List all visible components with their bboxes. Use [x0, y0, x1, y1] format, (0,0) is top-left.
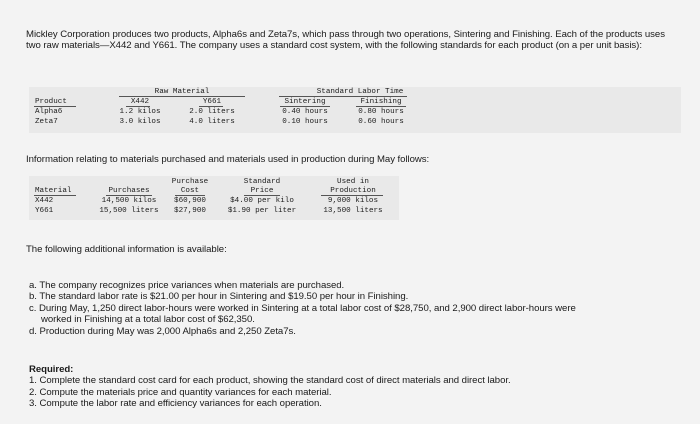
- additional-item: a. The company recognizes price variances when materials are purchased.: [29, 280, 345, 291]
- additional-item: d. Production during May was 2,000 Alpha6s and 2,250 Zeta7s.: [29, 325, 296, 337]
- column-header-sintering: Sintering: [284, 98, 326, 106]
- row-price: $4.00 per kilo: [230, 197, 294, 205]
- header-material: Material: [35, 187, 72, 195]
- header-underline-y661: [199, 106, 223, 107]
- raw-material-underline: [119, 96, 245, 97]
- intro-paragraph: Mickley Corporation produces two products, Alpha6s and Zeta7s, which pass through two operations, Sintering and Finishing. Each of the products uses two raw materials—X442 and Y661. The company uses a standard cost system, with the following standards for each product (on a per unit basis):: [26, 29, 665, 52]
- row-used: 9,000 kilos: [327, 197, 379, 205]
- row-purchases: 15,500 liters: [99, 207, 159, 215]
- row-purchases: 14,500 kilos: [101, 197, 157, 205]
- column-header-y661: Y661: [202, 98, 222, 106]
- row-y661: 2.0 liters: [189, 108, 235, 116]
- row-finishing: 0.80 hours: [358, 108, 404, 116]
- required-item: 3. Compute the labor rate and efficiency variances for each operation.: [29, 398, 322, 410]
- header-used-top: Used in: [337, 178, 369, 186]
- row-cost: $27,900: [174, 207, 206, 215]
- header-standard-top: Standard: [243, 178, 281, 186]
- additional-heading: The following additional information is available:: [26, 244, 227, 255]
- column-header-product: Product: [35, 98, 67, 106]
- info-heading: Information relating to materials purchased and materials used in production during May follows:: [26, 154, 430, 165]
- raw-material-group-header: Raw Material: [154, 88, 210, 96]
- additional-info-list: [29, 280, 679, 337]
- header-purchase-top: Purchase: [171, 178, 209, 186]
- required-section: [29, 364, 679, 410]
- row-cost: $60,900: [174, 197, 206, 205]
- row-y661: 4.0 liters: [189, 118, 235, 126]
- row-sintering: 0.10 hours: [282, 118, 328, 126]
- required-item: 2. Compute the materials price and quantity variances for each material.: [29, 386, 332, 398]
- row-x442: 3.0 kilos: [119, 118, 161, 126]
- header-underline-price: [244, 195, 280, 196]
- row-price: $1.90 per liter: [227, 207, 297, 215]
- row-used: 13,500 liters: [323, 207, 383, 215]
- row-material: X442: [35, 197, 54, 205]
- required-item: 1. Complete the standard cost card for each product, showing the standard cost of direct materials and direct labor.: [29, 375, 511, 387]
- header-underline-product: [34, 106, 76, 107]
- header-underline-x442: [126, 106, 150, 107]
- labor-time-group-header: Standard Labor Time: [316, 88, 404, 96]
- column-header-x442: X442: [130, 98, 150, 106]
- row-material: Y661: [35, 207, 54, 215]
- header-purchase-bottom: Cost: [180, 187, 200, 195]
- labor-time-underline: [279, 96, 407, 97]
- row-finishing: 0.60 hours: [358, 118, 404, 126]
- header-underline-material: [34, 195, 76, 196]
- header-underline-sintering: [280, 106, 330, 107]
- row-x442: 1.2 kilos: [119, 108, 161, 116]
- required-title: Required:: [29, 364, 74, 375]
- additional-item: c. During May, 1,250 direct labor-hours were worked in Sintering at a total labor cost of $28,750, and 2,900 direct labor-hours were: [29, 302, 576, 314]
- row-product: Zeta7: [35, 118, 58, 126]
- additional-item: b. The standard labor rate is $21.00 per hour in Sintering and $19.50 per hour in Finishing.: [29, 291, 409, 303]
- row-product: Alpha6: [35, 108, 63, 116]
- header-purchases: Purchases: [108, 187, 150, 195]
- header-used-bottom: Production: [330, 187, 376, 195]
- header-underline-purchases: [106, 195, 152, 196]
- additional-item: worked in Finishing at a total labor cost of $62,350.: [41, 314, 255, 326]
- column-header-finishing: Finishing: [360, 98, 402, 106]
- header-underline-cost: [175, 195, 205, 196]
- header-underline-finishing: [356, 106, 406, 107]
- row-sintering: 0.40 hours: [282, 108, 328, 116]
- header-standard-bottom: Price: [250, 187, 274, 195]
- header-underline-used: [321, 195, 383, 196]
